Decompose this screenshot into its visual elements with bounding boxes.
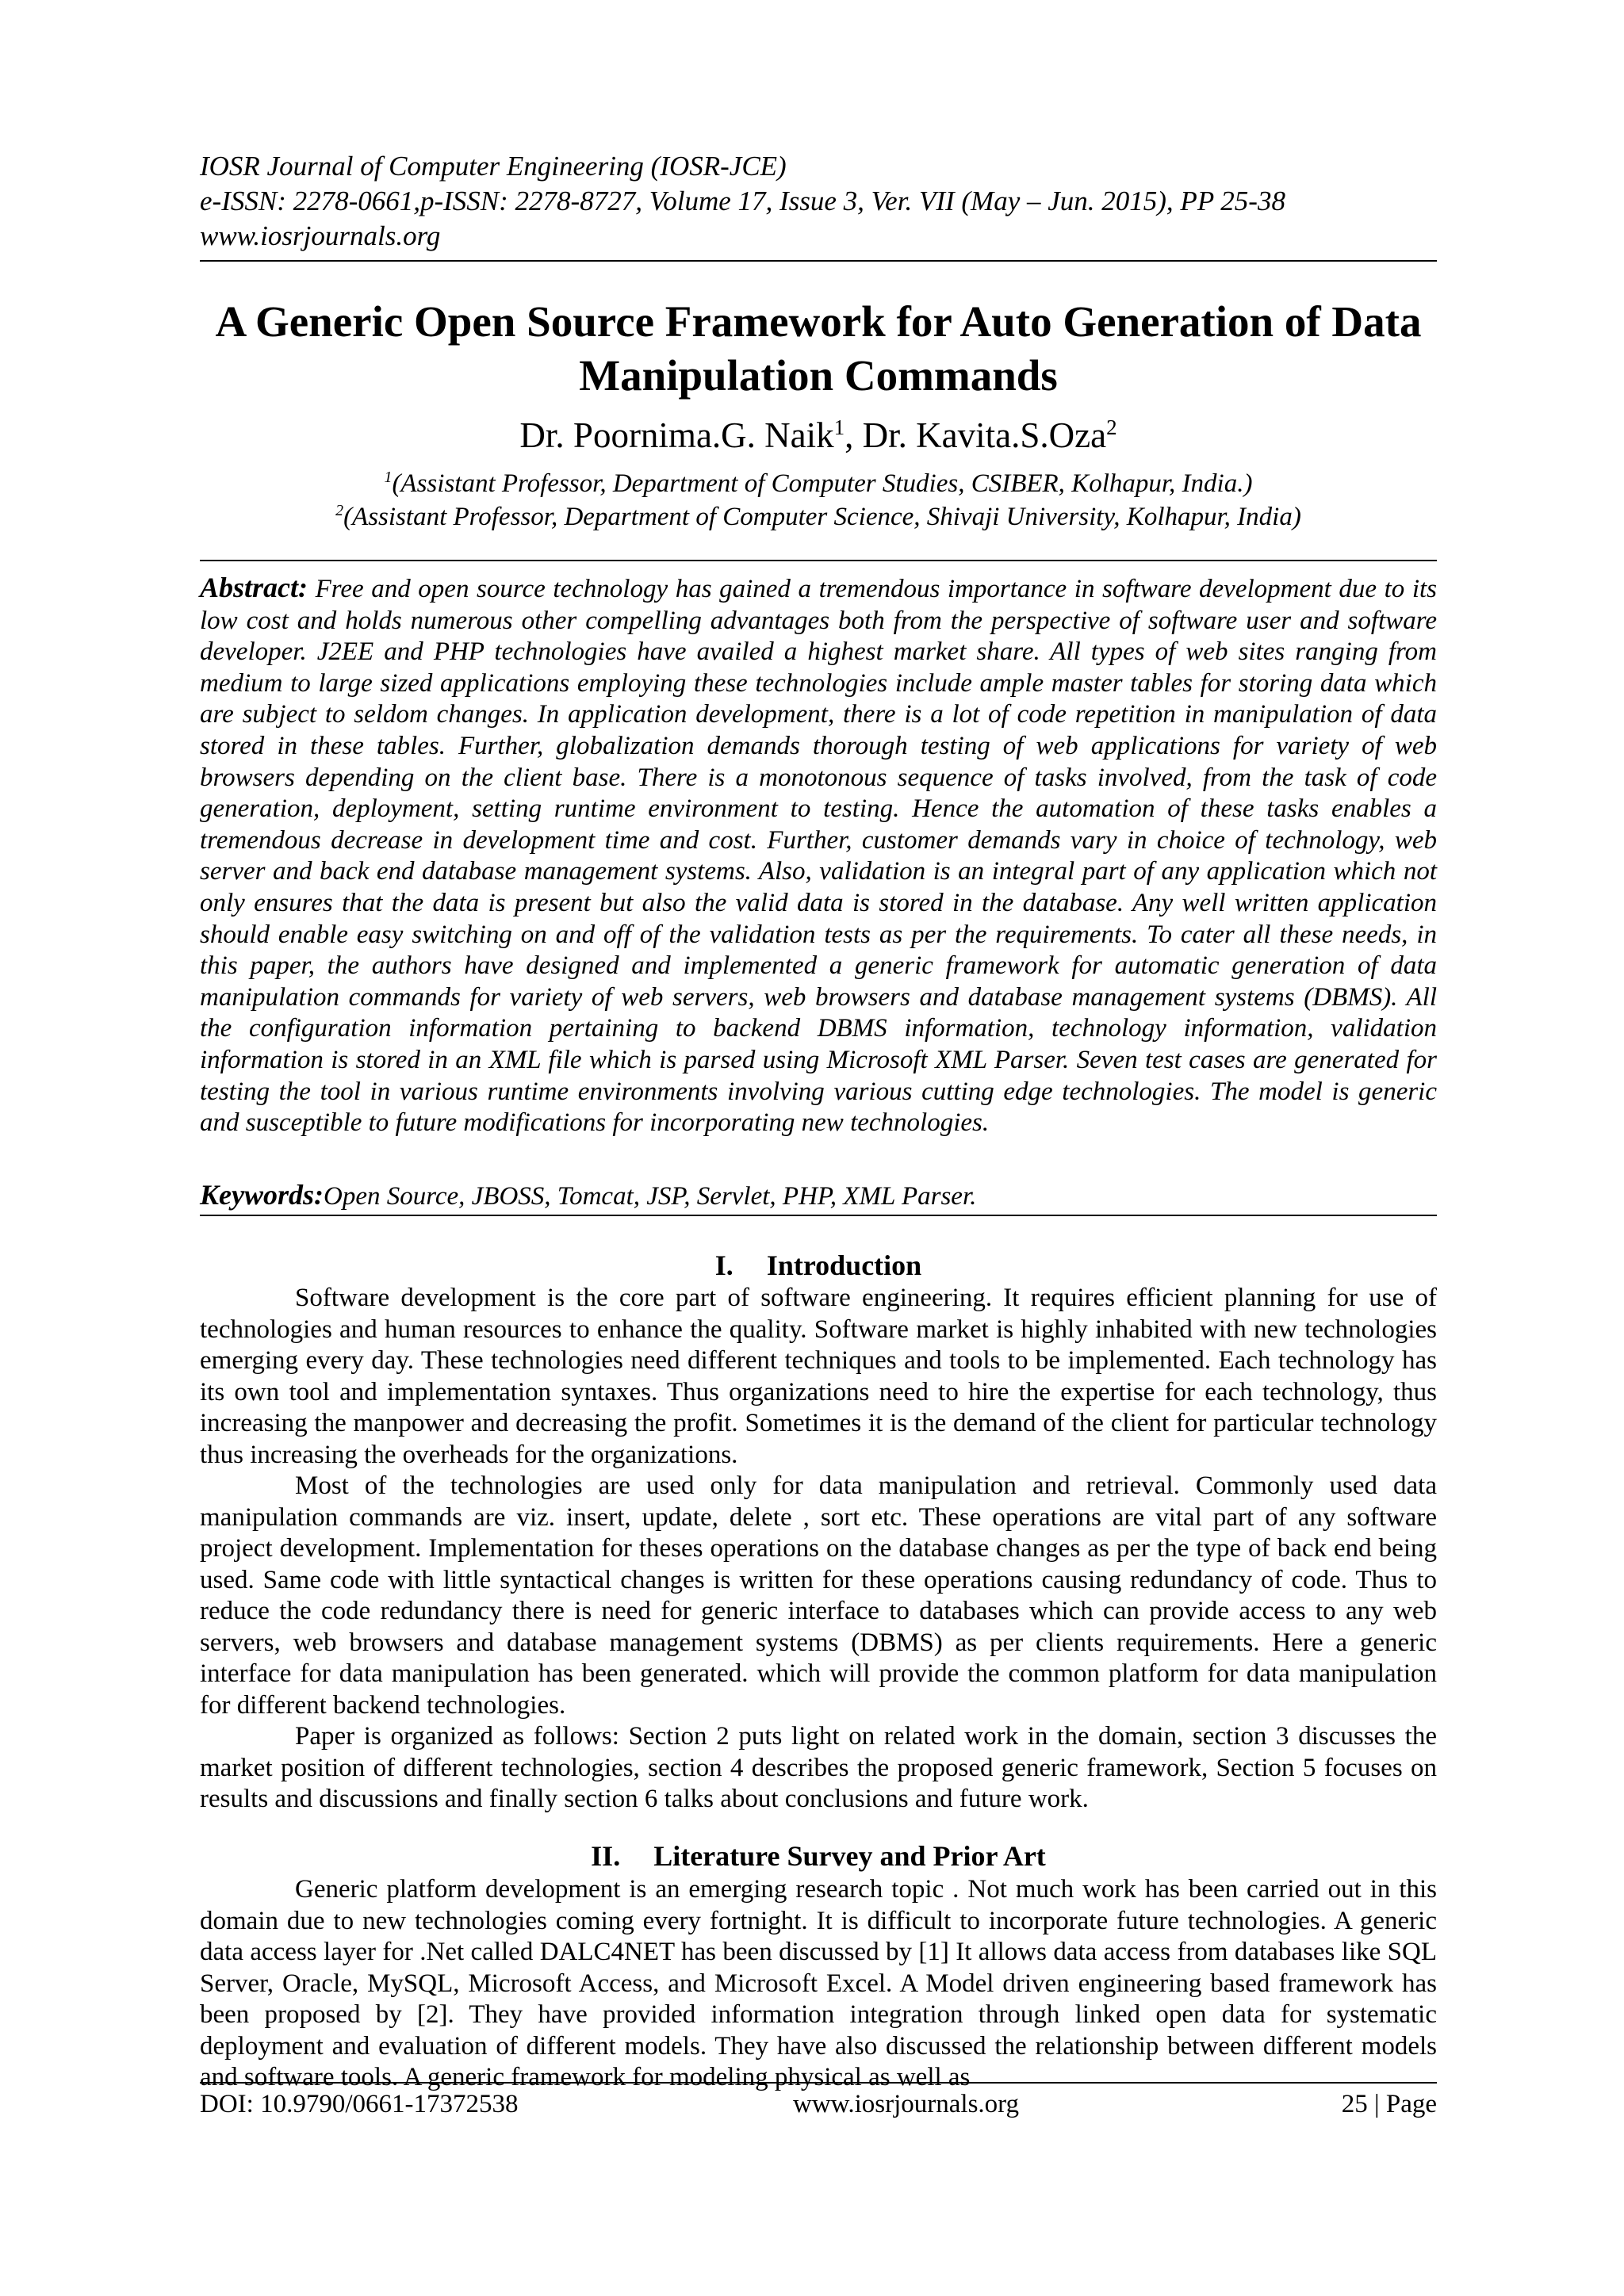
section-title: Introduction bbox=[766, 1249, 922, 1281]
keywords-label: Keywords: bbox=[200, 1179, 324, 1211]
author-name: Dr. Kavita.S.Oza bbox=[862, 415, 1107, 455]
keywords-text: Open Source, JBOSS, Tomcat, JSP, Servlet, PHP, XML Parser. bbox=[324, 1182, 977, 1211]
author-separator: , bbox=[845, 415, 863, 455]
affiliation bbox=[200, 501, 1437, 533]
affiliation-mark: 1 bbox=[833, 415, 845, 439]
footer-rule bbox=[200, 2082, 1437, 2084]
author-name: Dr. Poornima.G. Naik bbox=[519, 415, 834, 455]
abstract-text: Free and open source technology has gained a tremendous importance in software development due to its low cost and holds numerous other compelling advantages both from the perspective of software user and software developer. J2EE and PHP technologies have availed a highest market share. All types of web sites ranging from medium to large sized applications employing these technologies include ample master tables for storing data which are subject to seldom changes. In application development, there is a lot of code repetition in manipulation of data stored in these tables. Further, globalization demands thorough testing of web applications for variety of web browsers depending on the client base. There is a monotonous sequence of tasks involved, from the task of code generation, deployment, setting runtime environment to testing. Hence the automation of these tasks enables a tremendous decrease in development time and cost. Further, customer demands vary in choice of technology, web server and back end database management systems. Also, validation is an integral part of any application which not only ensures that the data is present but also the valid data is stored in the database. Any well written application should enable easy switching on and off of the validation tests as per the requirements. To cater all these needs, in this paper, the authors have designed and implemented a generic framework for automatic generation of data manipulation commands for variety of web servers, web browsers and database management systems (DBMS). All the configuration information pertaining to backend DBMS information, technology information, validation information is stored in an XML file which is parsed using Microsoft XML Parser. Seven test cases are generated for testing the tool in various runtime environments involving various cutting edge technologies. The model is generic and susceptible to future modifications for incorporating new technologies. bbox=[200, 575, 1438, 1138]
paragraph: Most of the technologies are used only for data manipulation and retrieval. Commonly used data manipulation commands are viz. insert, update, delete , sort etc. These operations are vital part of any software project development. Implementation for theses operations on the database changes as per the type of back end being used. Same code with little syntactical changes is written for these operations causing redundancy of code. Thus to reduce the code redundancy there is need for generic interface to databases which can provide access to any web servers, web browsers and database management systems (DBMS) as per clients requirements. Here a generic interface for data manipulation has been generated. which will provide the common platform for data manipulation for different backend technologies. bbox=[200, 1471, 1437, 1720]
keywords bbox=[200, 1179, 1437, 1212]
journal-issn-volume: e-ISSN: 2278-0661,p-ISSN: 2278-8727, Volume 17, Issue 3, Ver. VII (May – Jun. 2015), PP 25-38 bbox=[200, 186, 1285, 216]
title-line-2: Manipulation Commands bbox=[579, 351, 1058, 400]
section-number: I. bbox=[714, 1249, 733, 1281]
affiliation-mark: 2 bbox=[1106, 415, 1117, 439]
section-heading bbox=[200, 1249, 1437, 1282]
affiliation-text: (Assistant Professor, Department of Computer Studies, CSIBER, Kolhapur, India.) bbox=[392, 469, 1253, 498]
section-number: II. bbox=[591, 1840, 621, 1872]
title-line-1: A Generic Open Source Framework for Auto Generation of Data bbox=[215, 297, 1422, 346]
abstract-label: Abstract: bbox=[200, 572, 308, 603]
affiliation-mark: 1 bbox=[384, 469, 393, 486]
section-body bbox=[200, 1283, 1437, 1816]
journal-name: IOSR Journal of Computer Engineering (IOSR-JCE) bbox=[200, 151, 787, 182]
paragraph: Paper is organized as follows: Section 2 puts light on related work in the domain, section 3 discusses the market position of different technologies, section 4 describes the proposed generic framework, Section 5 focuses on results and discussions and finally section 6 talks about conclusions and future work. bbox=[200, 1722, 1437, 1813]
section-heading bbox=[200, 1839, 1437, 1873]
journal-header bbox=[200, 149, 1437, 254]
abstract-bottom-rule bbox=[200, 1215, 1437, 1216]
journal-website: www.iosrjournals.org bbox=[200, 220, 441, 251]
author-list bbox=[200, 414, 1437, 457]
paragraph: Software development is the core part of software engineering. It requires efficient planning for use of technologies and human resources to enhance the quality. Software market is highly inhabited with new technologies emerging every day. These technologies need different techniques and tools to be implemented. Each technology has its own tool and implementation syntaxes. Thus organizations need to hire the expertise for each technology, thus increasing the manpower and decreasing the profit. Sometimes it is the demand of the client for particular technology thus increasing the overheads for the organizations. bbox=[200, 1284, 1437, 1469]
abstract bbox=[200, 572, 1437, 1139]
section-title: Literature Survey and Prior Art bbox=[653, 1840, 1046, 1872]
abstract-top-rule bbox=[200, 560, 1437, 561]
header-rule bbox=[200, 260, 1437, 262]
section-body bbox=[200, 1874, 1437, 2094]
footer-website: www.iosrjournals.org bbox=[793, 2090, 1020, 2118]
affiliation-mark: 2 bbox=[335, 502, 344, 519]
footer-doi: DOI: 10.9790/0661-17372538 bbox=[200, 2090, 519, 2118]
affiliation-text: (Assistant Professor, Department of Computer Science, Shivaji University, Kolhapur, India) bbox=[343, 503, 1301, 531]
footer-page-number: 25 | Page bbox=[1341, 2090, 1437, 2118]
affiliation bbox=[200, 468, 1437, 499]
paragraph: Generic platform development is an emerging research topic . Not much work has been carried out in this domain due to new technologies coming every fortnight. It is difficult to incorporate future technologies. A generic data access layer for .Net called DALC4NET has been discussed by [1] It allows data access from databases like SQL Server, Oracle, MySQL, Microsoft Access, and Microsoft Excel. A Model driven engineering based framework has been proposed by [2]. They have provided information integration through linked open data for systematic deployment and evaluation of different models. They have also discussed the relationship between different models and software tools. A generic framework for modeling physical as well as bbox=[200, 1875, 1437, 2091]
paper-title bbox=[200, 295, 1437, 403]
